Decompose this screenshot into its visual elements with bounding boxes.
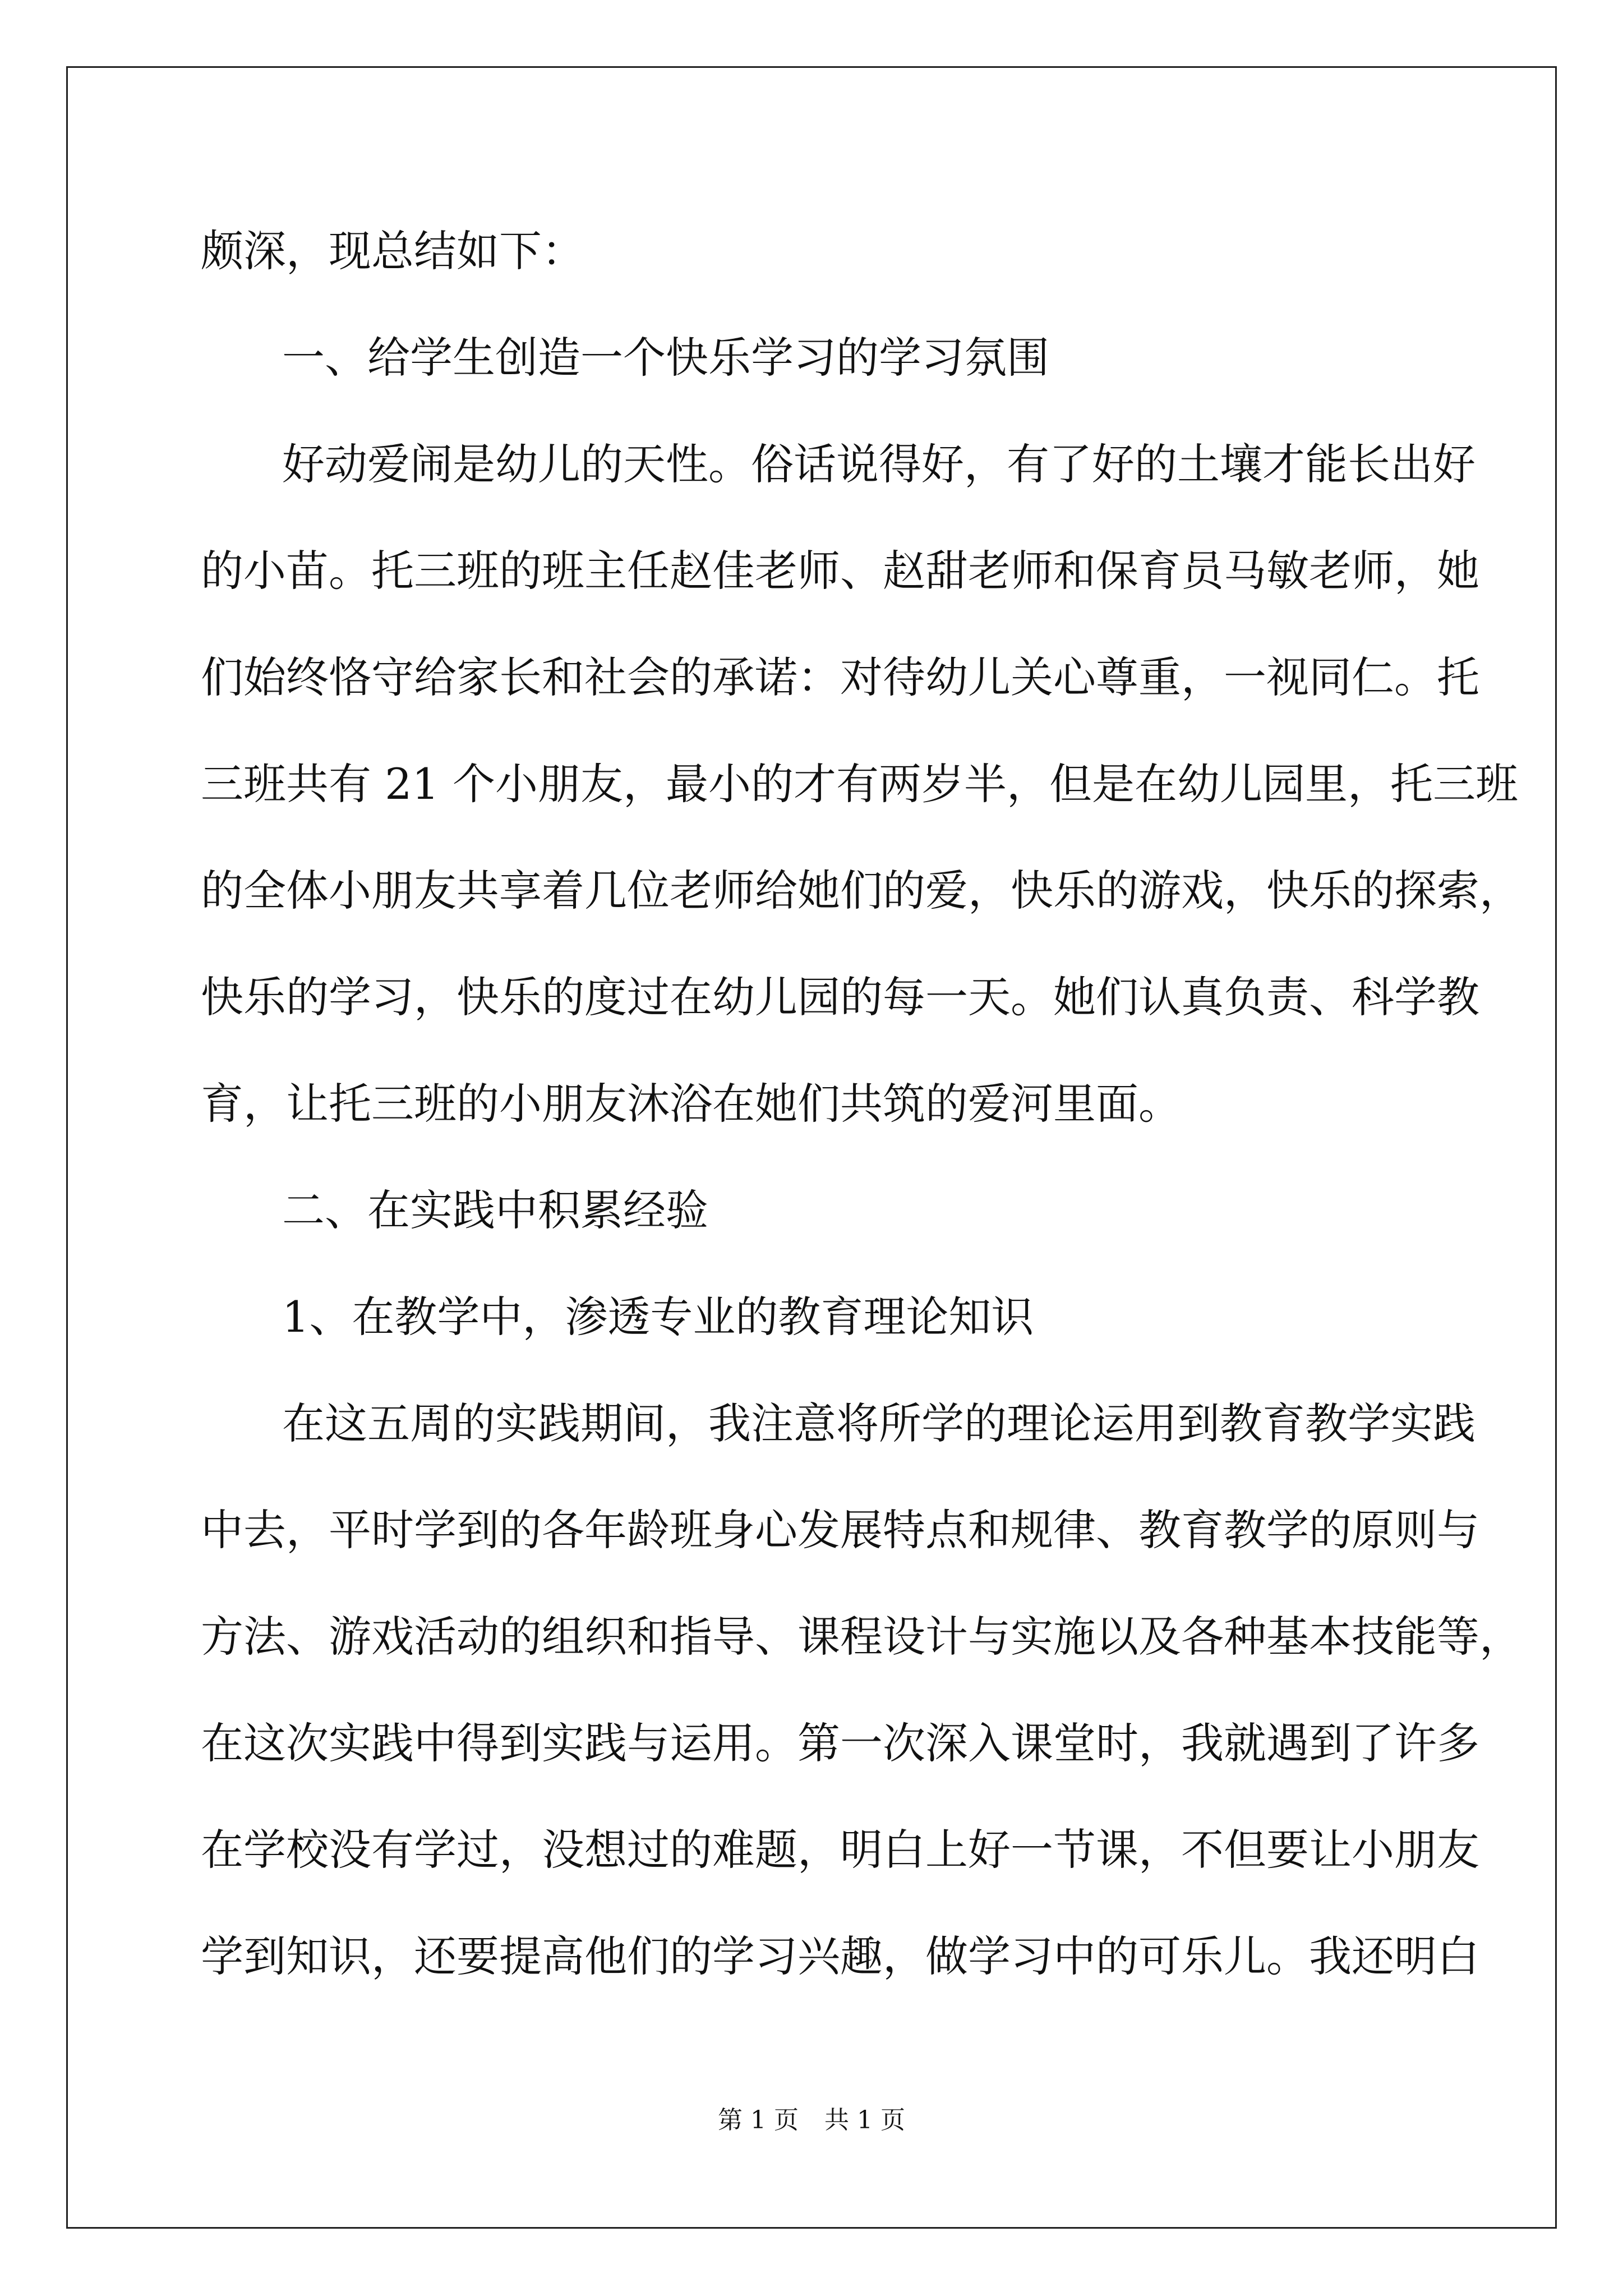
text-line: 中去，平时学到的各年龄班身心发展特点和规律、教育教学的原则与: [201, 1505, 1479, 1555]
section-heading: 一、给学生创造一个快乐学习的学习氛围: [282, 333, 1049, 383]
text-line: 学到知识，还要提高他们的学习兴趣，做学习中的可乐儿。我还明白: [201, 1931, 1479, 1981]
text-line: 在这次实践中得到实践与运用。第一次深入课堂时，我就遇到了许多: [201, 1718, 1479, 1768]
page-number: 第 1 页: [718, 2106, 799, 2134]
text-line: 在这五周的实践期间，我注意将所学的理论运用到教育教学实践: [282, 1398, 1476, 1448]
subsection-heading: 1、在教学中，渗透专业的教育理论知识: [282, 1292, 1034, 1342]
text-line: 快乐的学习，快乐的度过在幼儿园的每一天。她们认真负责、科学教: [201, 972, 1479, 1022]
text-line: 的全体小朋友共享着几位老师给她们的爱，快乐的游戏，快乐的探索，: [201, 866, 1522, 915]
section-heading: 二、在实践中积累经验: [282, 1185, 708, 1235]
text-line: 在学校没有学过，没想过的难题，明白上好一节课，不但要让小朋友: [201, 1825, 1479, 1875]
page-footer: [0, 2105, 1623, 2136]
text-line: 们始终恪守给家长和社会的承诺：对待幼儿关心尊重，一视同仁。托: [201, 652, 1479, 702]
text-line: 方法、游戏活动的组织和指导、课程设计与实施以及各种基本技能等，: [201, 1612, 1522, 1662]
text-line: 好动爱闹是幼儿的天性。俗话说得好，有了好的土壤才能长出好: [282, 439, 1476, 489]
page-border: [66, 66, 1557, 2229]
page-total: 共 1 页: [824, 2106, 905, 2134]
text-line: 育，让托三班的小朋友沐浴在她们共筑的爱河里面。: [201, 1079, 1181, 1129]
text-line: 颇深，现总结如下：: [201, 226, 584, 276]
text-line: 的小苗。托三班的班主任赵佳老师、赵甜老师和保育员马敏老师，她: [201, 546, 1479, 596]
text-line: 三班共有 21 个小朋友，最小的才有两岁半，但是在幼儿园里，托三班: [201, 759, 1519, 809]
